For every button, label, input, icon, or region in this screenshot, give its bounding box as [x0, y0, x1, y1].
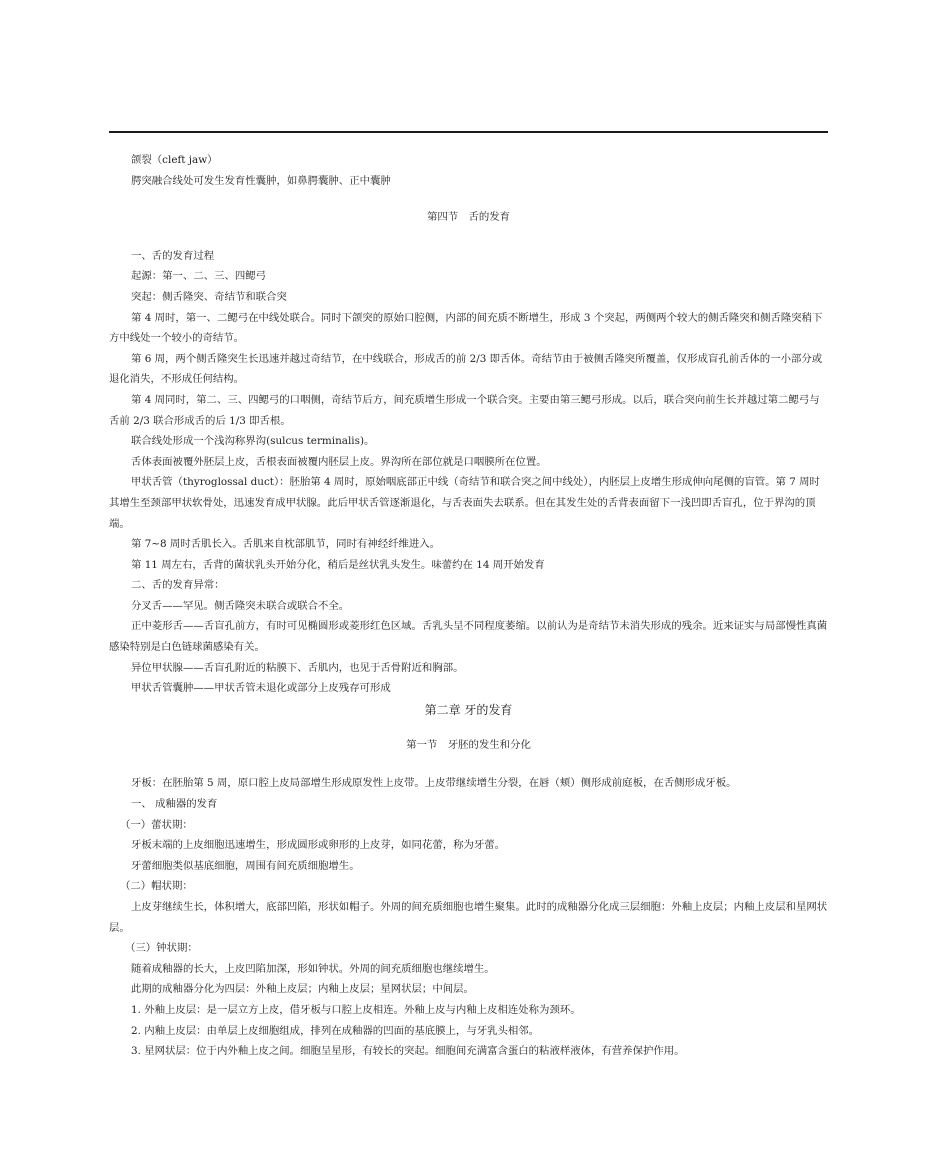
list-item: 2. 内釉上皮层：由单层上皮细胞组成，排列在成釉器的凹面的基底膜上，与牙乳头相邻。 [131, 1024, 540, 1037]
text-line: 分叉舌——罕见。侧舌隆突未联合或联合不全。 [131, 599, 350, 612]
text-line: 突起：侧舌隆突、奇结节和联合突 [131, 290, 287, 303]
text-line: 随着成釉器的长大，上皮凹陷加深，形如钟状。外周的间充质细胞也继续增生。 [131, 962, 495, 975]
text-line: 舌体表面被覆外胚层上皮，舌根表面被覆内胚层上皮。界沟所在部位就是口咽膜所在位置。 [131, 455, 547, 468]
paragraph: 上皮芽继续生长，体积增大，底部凹陷，形状如帽子。外周的间充质细胞也增生聚集。此时的成釉器分化成三层细胞：外釉上皮层；内釉上皮层和星网状层。 [109, 901, 828, 934]
text-line: 甲状舌管囊肿——甲状舌管未退化或部分上皮残存可形成 [131, 682, 391, 695]
paragraph: 第 4 周时，第一、二鳃弓在中线处联合。同时下颌突的原始口腔侧，内部的间充质不断增生，形成 3 个突起，两侧两个较大的侧舌隆突和侧舌隆突稍下方中线处一个较小的奇结节。 [109, 311, 823, 345]
list-item: 1. 外釉上皮层：是一层立方上皮，借牙板与口腔上皮相连。外釉上皮与内釉上皮相连处称为颈环。 [131, 1003, 581, 1016]
text-line: 牙蕾细胞类似基底细胞，周围有间充质细胞增生。 [131, 859, 360, 872]
header-rule [109, 131, 828, 133]
text-line: 联合线处形成一个浅沟称界沟(sulcus terminalis)。 [131, 435, 375, 448]
paragraph: 第 6 周，两个侧舌隆突生长迅速并越过奇结节，在中线联合，形成舌的前 2/3 即舌体。奇结节由于被侧舌隆突所覆盖，仅形成盲孔前舌体的一小部分或退化消失，不形成任何结构。 [109, 352, 823, 386]
chapter-title: 第二章 牙的发育 [424, 702, 513, 717]
text-line: 第 7~8 周时舌肌长入。舌肌来自枕部肌节，同时有神经纤维进入。 [131, 538, 441, 551]
text-line: 起源：第一、二、三、四鳃弓 [131, 270, 267, 283]
section-title: 第四节 舌的发育 [426, 211, 511, 224]
paragraph: 正中菱形舌——舌盲孔前方，有时可见椭圆形或菱形红色区域。舌乳头呈不同程度萎缩。以前认为是奇结节未消失形成的残余。近来证实与局部慢性真菌感染特别是白色链球菌感染有关。 [109, 620, 828, 654]
paragraph: 牙板：在胚胎第 5 周，原口腔上皮局部增生形成原发性上皮带。上皮带继续增生分裂，在唇（颊）侧形成前庭板，在舌侧形成牙板。 [131, 777, 737, 790]
text-line: 牙板末端的上皮细胞迅速增生，形成圆形或卵形的上皮芽，如同花蕾，称为牙蕾。 [131, 839, 506, 852]
text-line: 颌裂（cleft jaw） [131, 154, 218, 166]
heading: 一、 成釉器的发育 [131, 798, 218, 811]
heading: 二、舌的发育异常： [131, 579, 225, 592]
section-title: 第一节 牙胚的发生和分化 [406, 738, 531, 751]
paragraph: 第 4 周同时，第二、三、四鳃弓的口咽侧，奇结节后方，间充质增生形成一个联合突。主要由第三鳃弓形成。以后，联合突向前生长并越过第二鳃弓与舌前 2/3 联合形成舌的后 1/3 即舌根。 [109, 393, 820, 427]
document-body [109, 150, 828, 1062]
subheading: （三）钟状期： [125, 942, 198, 955]
text-line: 腭突融合线处可发生发育性囊肿，如鼻腭囊肿、正中囊肿 [131, 174, 391, 187]
text-line: 此期的成釉器分化为四层：外釉上皮层；内釉上皮层；星网状层；中间层。 [131, 983, 474, 996]
text-line: 第 11 周左右，舌背的菌状乳头开始分化，稍后是丝状乳头发生。味蕾约在 14 周开始发育 [131, 558, 545, 571]
text-line: 异位甲状腺——舌盲孔附近的粘膜下、舌肌内，也见于舌骨附近和胸部。 [131, 661, 464, 674]
list-item: 3. 星网状层：位于内外釉上皮之间。细胞呈星形，有较长的突起。细胞间充满富含蛋白的粘液样液体，有营养保护作用。 [131, 1045, 685, 1058]
paragraph: 甲状舌管（thyroglossal duct）：胚胎第 4 周时，原始咽底部正中线（奇结节和联合突之间中线处），内胚层上皮增生形成伸向尾侧的盲管。第 7 周时其增生至颈部甲状软骨处，迅速发育成甲状腺。此后甲状舌管逐渐退化，与舌表面失去联系。但在其发生处的舌背表面留下一浅凹即舌盲孔，位于界沟的顶端。 [109, 476, 820, 530]
subheading: （一）蕾状期： [120, 818, 193, 831]
subheading: （二）帽状期： [120, 880, 193, 893]
heading: 一、舌的发育过程 [131, 249, 215, 262]
